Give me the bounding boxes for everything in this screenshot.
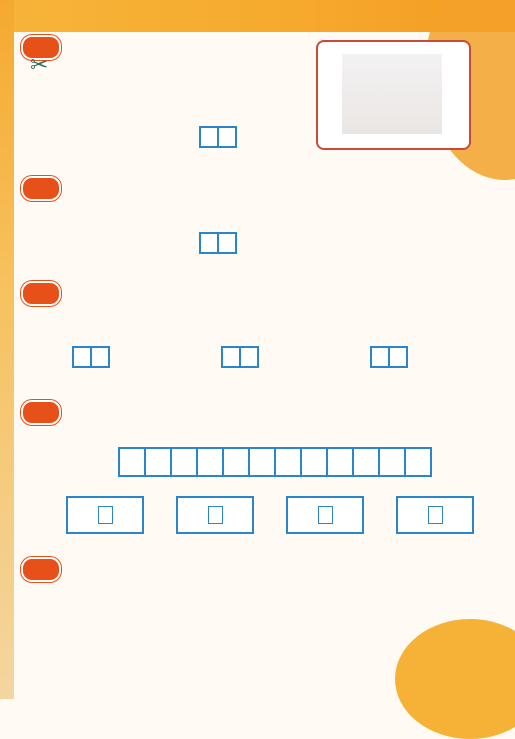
number-line-cell [276,449,302,475]
corner-decoration [395,619,515,739]
number-line-cell [250,449,276,475]
comparison-box [396,496,474,534]
number-line-cell [172,449,198,475]
number-line-cell [302,449,328,475]
comparison-box [66,496,144,534]
blank-figure[interactable] [66,631,408,650]
task-number-163 [21,557,61,582]
number-line-cell [224,449,250,475]
answer-box[interactable] [72,346,110,368]
task-number-161 [21,281,61,306]
answer-box[interactable] [221,346,259,368]
sample-figure [117,601,459,620]
sign-slot[interactable] [98,506,113,524]
sign-slot[interactable] [428,506,443,524]
sign-slot[interactable] [208,506,223,524]
equation-161-2 [216,346,259,368]
number-line-cell [406,449,430,475]
number-line [118,447,432,477]
answer-box[interactable] [199,126,237,148]
sticker-frame [316,40,471,150]
left-edge-decoration [0,0,14,699]
equation-160 [194,232,237,254]
equation-161-3 [365,346,408,368]
scissors-icon: ✂ [30,52,49,77]
number-line-cell [146,449,172,475]
number-line-cell [380,449,406,475]
number-line-cell [354,449,380,475]
answer-box[interactable] [370,346,408,368]
number-line-cell [328,449,354,475]
number-line-cell [198,449,224,475]
equation-159 [194,126,237,148]
number-line-cell [120,449,146,475]
sign-slot[interactable] [318,506,333,524]
comparison-box [176,496,254,534]
task-number-162 [21,400,61,425]
task-number-160 [21,176,61,201]
equation-161-1 [67,346,110,368]
answer-box[interactable] [199,232,237,254]
sticker-image [342,54,442,134]
comparison-box [286,496,364,534]
